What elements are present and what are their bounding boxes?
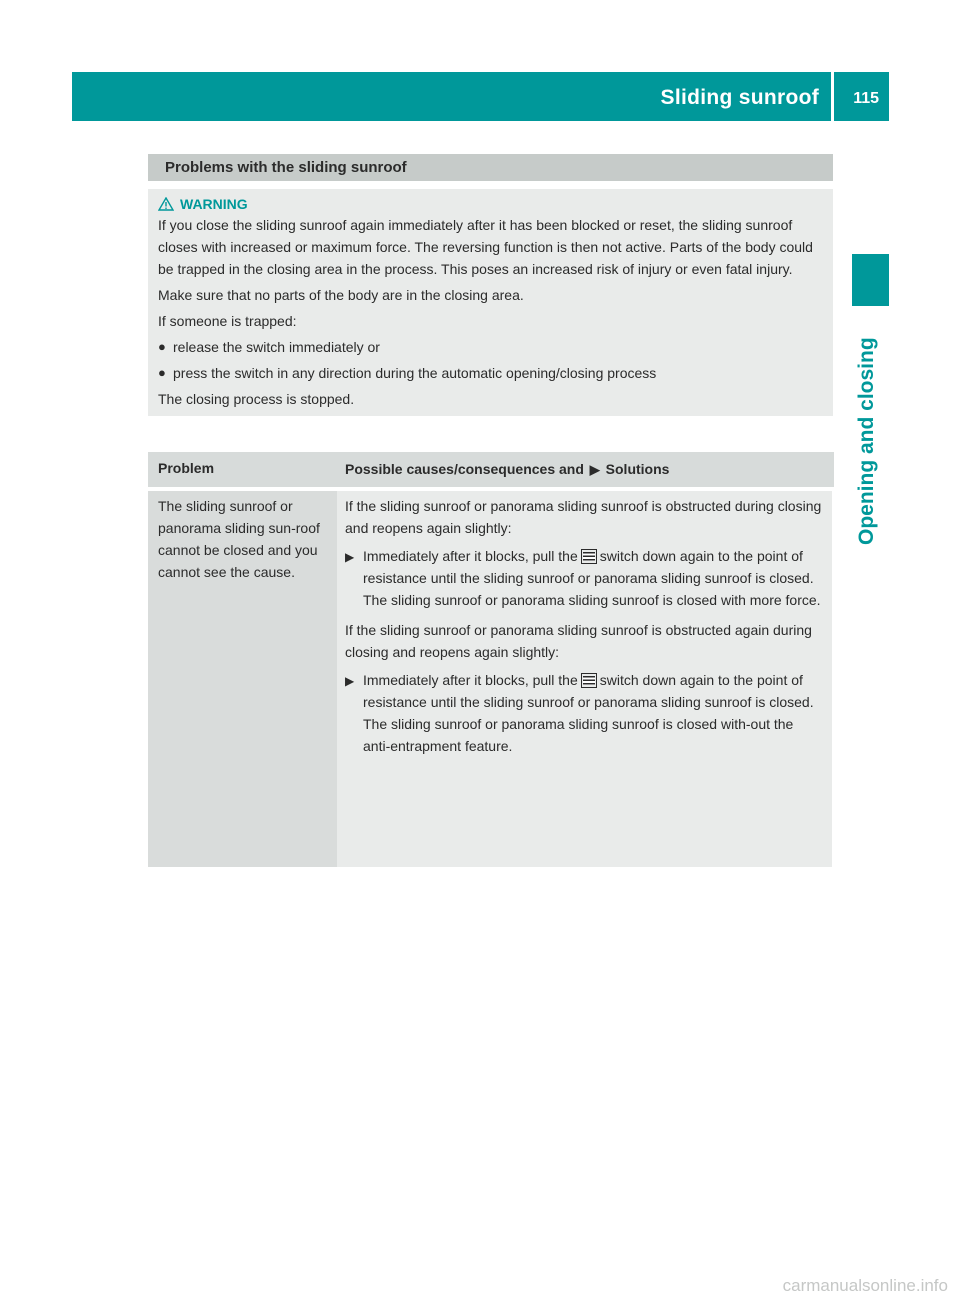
solutions-cell: [337, 491, 832, 867]
step-text-end: switch down again to the point of resistance until the sliding sunroof or panorama sliding sunroof is closed.: [363, 672, 814, 710]
step-text-start: Immediately after it blocks, pull the: [363, 672, 578, 688]
bullet-text: release the switch immediately or: [173, 339, 380, 355]
sunroof-switch-icon: [581, 549, 597, 564]
solution-step: [345, 669, 823, 757]
cause-text: If the sliding sunroof or panorama sliding sunroof is obstructed during closing and reopens again slightly:: [345, 498, 822, 536]
footer-watermark: carmanualsonline.info: [782, 1276, 948, 1295]
warning-closing-stopped: The closing process is stopped.: [158, 391, 355, 407]
warning-heading: [158, 194, 824, 214]
step-result: The sliding sunroof or panorama sliding sunroof is closed with more force.: [363, 592, 821, 608]
column-header-causes-prefix: Possible causes/consequences and: [345, 461, 584, 477]
column-header-causes: [337, 452, 669, 487]
warning-label: WARNING: [180, 196, 248, 212]
chapter-label-text: Opening and closing: [855, 337, 878, 545]
bullet-icon: ●: [158, 365, 166, 380]
warning-make-sure: Make sure that no parts of the body are in the closing area.: [158, 287, 524, 303]
list-item: [158, 336, 824, 358]
sunroof-switch-icon: [581, 673, 597, 688]
header-bar: [72, 72, 889, 121]
warning-icon: [158, 197, 174, 211]
cause-text: If the sliding sunroof or panorama sliding sunroof is obstructed again during closing and reopens again slightly:: [345, 622, 812, 660]
header-title: Sliding sunroof: [660, 86, 819, 109]
warning-text: If you close the sliding sunroof again immediately after it has been blocked or reset, the sliding sunroof closes with increased or maximum force. The reversing function is then not active. Parts of the body could be trapped in the closing area in the process. This poses an increased risk of injury or even fatal injury.: [158, 217, 813, 277]
side-tab-marker: [852, 254, 889, 306]
solution-step: [345, 545, 823, 611]
header-separator: [831, 72, 834, 121]
problem-cell: The sliding sunroof or panorama sliding sun-roof cannot be closed and you cannot see the cause.: [148, 491, 337, 867]
side-chapter-label: [853, 337, 889, 581]
column-header-problem: Problem: [158, 460, 215, 476]
step-result: The sliding sunroof or panorama sliding sunroof is closed with-out the anti-entrapment feature.: [363, 716, 794, 754]
step-text-end: switch down again to the point of resistance until the sliding sunroof or panorama sliding sunroof is closed.: [363, 548, 814, 586]
bullet-icon: ●: [158, 339, 166, 354]
list-item: [158, 362, 824, 384]
warning-box: [148, 189, 833, 416]
step-text-start: Immediately after it blocks, pull the: [363, 548, 578, 564]
warning-if-trapped: If someone is trapped:: [158, 313, 297, 329]
table-header: [148, 452, 834, 487]
section-title: Problems with the sliding sunroof: [148, 154, 833, 181]
problems-table: [148, 452, 834, 867]
table-row: [148, 491, 834, 867]
page-number: 115: [853, 90, 879, 107]
step-arrow-icon: ▶: [345, 674, 355, 688]
play-arrow-icon: ▶: [589, 462, 600, 477]
bullet-text: press the switch in any direction during the automatic opening/closing process: [173, 365, 657, 381]
column-header-causes-suffix: Solutions: [605, 461, 670, 477]
step-arrow-icon: ▶: [345, 550, 355, 564]
